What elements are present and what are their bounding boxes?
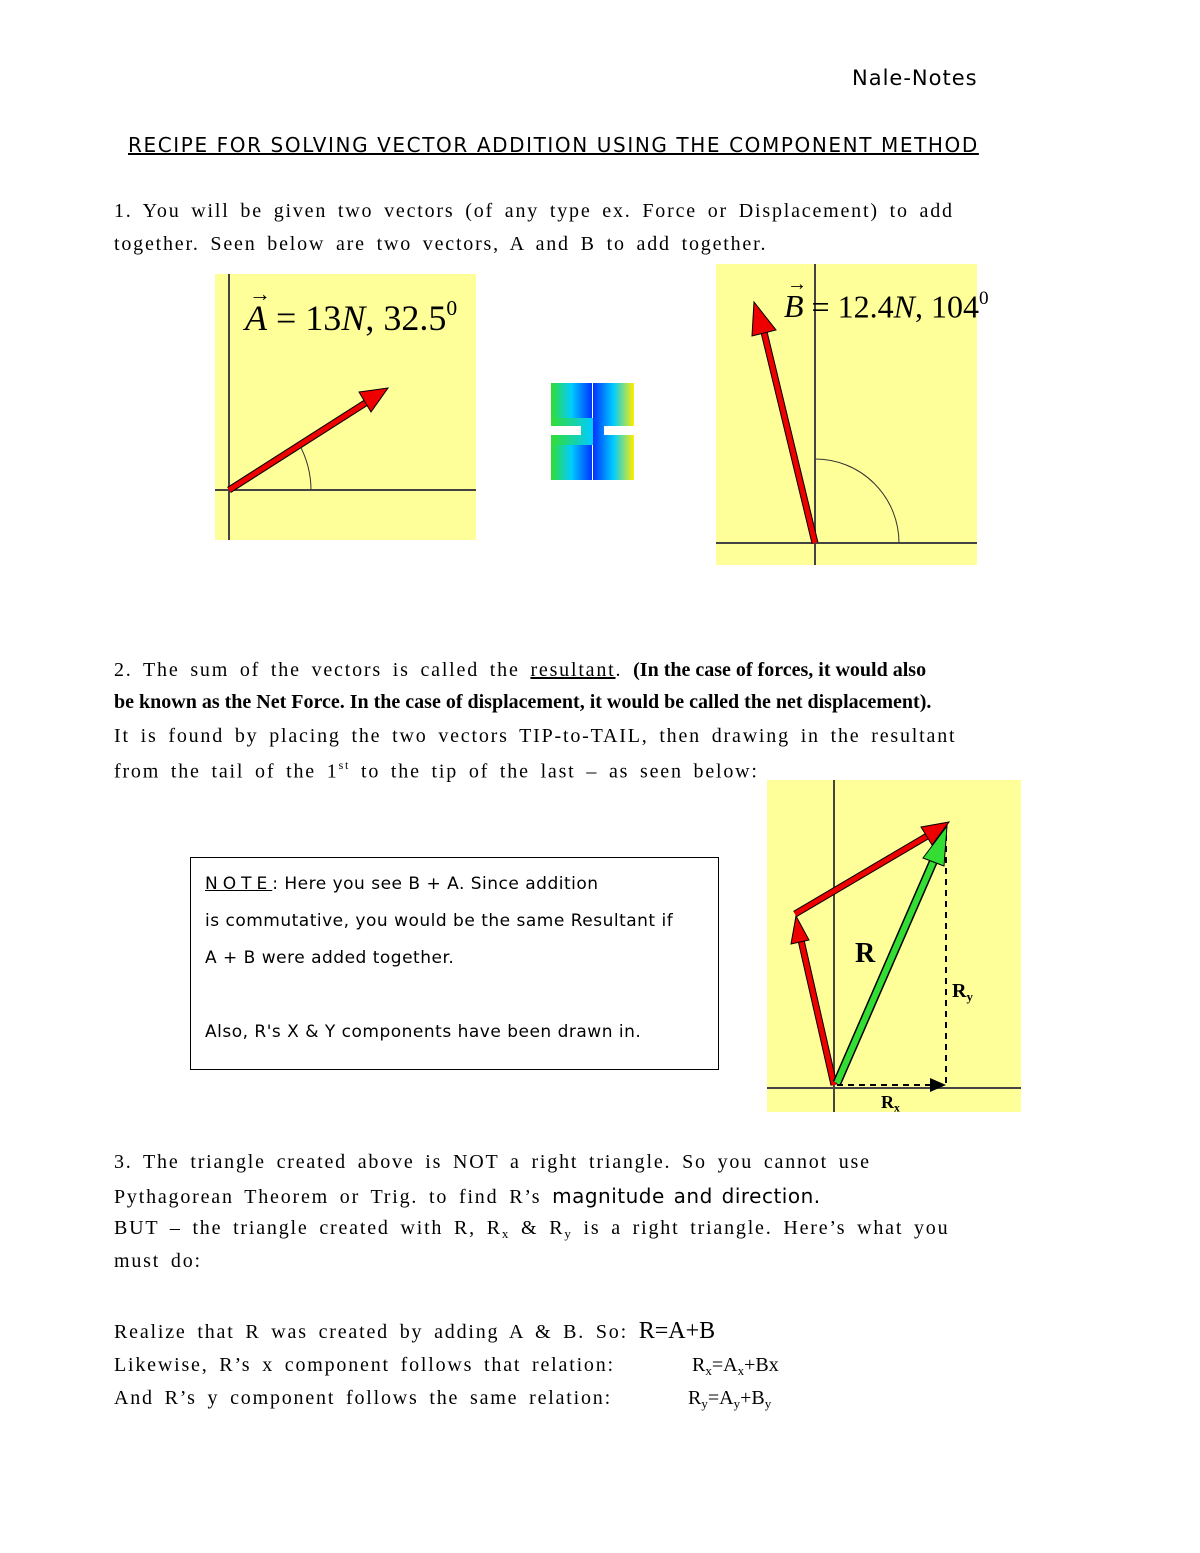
vector-b-head [752, 302, 776, 336]
step2-line4 [114, 758, 759, 783]
relation-ry-text: And R’s y component follows the same relation: [114, 1387, 612, 1409]
ry-eq-a: R [688, 1387, 702, 1409]
note-line1 [205, 874, 599, 894]
step2-line3: It is found by placing the two vectors TIP-to-TAIL, then drawing in the resultant [114, 725, 957, 747]
page-title: RECIPE FOR SOLVING VECTOR ADDITION USING THE COMPONENT METHOD [128, 133, 979, 157]
step2-text-b: . [615, 659, 634, 681]
note-line3: A + B were added together. [205, 948, 455, 968]
step3-line2-a: Pythagorean Theorem or Trig. to find R’s [114, 1186, 553, 1208]
resultant-shaft [837, 860, 934, 1083]
vector-a-shaft [229, 402, 367, 490]
vector-a-equation [245, 281, 458, 339]
relation-rx-text: Likewise, R’s x component follows that relation: [114, 1354, 615, 1376]
vector-b-angle: , 104 [914, 288, 979, 325]
relation-r-text: Realize that R was created by adding A & B. So: [114, 1321, 639, 1343]
step3-line3 [114, 1217, 949, 1242]
vector-arrow-icon: → [249, 281, 271, 307]
step3-line3-sub2: y [564, 1225, 573, 1241]
vector-a-eq: = 13 [276, 298, 342, 339]
rx-sub: x [894, 1101, 900, 1115]
step1-line1: 1. You will be given two vectors (of any type ex. Force or Displacement) to add [114, 200, 954, 222]
vector-b-head [791, 916, 809, 944]
ry-base: R [952, 980, 967, 1002]
relation-ry [114, 1387, 612, 1410]
ry-eq-bs: y [733, 1395, 741, 1411]
step2-bold-a: (In the case of forces, it would also [633, 659, 927, 681]
ry-eq-c: +B [740, 1387, 765, 1409]
vector-a-diagram [215, 274, 476, 540]
step3-line3-c: is a right triangle. Here’s what you [572, 1217, 950, 1239]
step1-line2: together. Seen below are two vectors, A and B to add together. [114, 233, 768, 255]
step3-line2 [114, 1184, 821, 1209]
vector-b-equation [784, 273, 989, 325]
header-brand: Nale-Notes [852, 66, 978, 90]
vector-a-letter: A [245, 298, 267, 339]
rx-eq-a: R [692, 1354, 706, 1376]
resultant-graph [767, 780, 1021, 1112]
vector-b-eq: = 12.4 [811, 288, 894, 325]
resultant-diagram [767, 780, 1021, 1115]
note-label: NOTE [205, 874, 273, 894]
vector-a-symbol [245, 281, 271, 339]
note-line4: Also, R's X & Y components have been drawn in. [205, 1022, 642, 1042]
step2-line4-sup: st [338, 758, 351, 772]
vector-b-letter: B [784, 288, 804, 325]
note-box [190, 857, 719, 1070]
relation-r [114, 1318, 715, 1345]
ry-eq-cs: y [764, 1395, 772, 1411]
resultant-label: R [855, 938, 876, 969]
ry-label [952, 980, 973, 1005]
step3-line3-b: & R [510, 1217, 565, 1239]
ry-sub: y [966, 988, 973, 1004]
step3-line1: 3. The triangle created above is NOT a right triangle. So you cannot use [114, 1151, 871, 1173]
step2-text-a: 2. The sum of the vectors is called the [114, 659, 531, 681]
step3-line3-sub1: x [501, 1225, 511, 1241]
rx-eq-bs: x [737, 1362, 745, 1378]
step3-line4: must do: [114, 1250, 202, 1272]
rx-arrowhead [930, 1078, 946, 1092]
relation-ry-eq [688, 1387, 771, 1412]
relation-rx-eq [692, 1354, 779, 1379]
vector-a-degree: 0 [446, 296, 458, 320]
vector-b-degree: 0 [978, 288, 989, 309]
vector-b-shaft [764, 332, 815, 543]
vector-b-symbol [784, 273, 807, 325]
plus-icon [551, 383, 634, 480]
relation-rx [114, 1354, 615, 1377]
resultant-term: resultant [530, 659, 616, 681]
vector-arrow-icon: → [787, 273, 807, 296]
rx-eq-b: =A [711, 1354, 738, 1376]
rx-label [881, 1092, 900, 1115]
ry-eq-as: y [701, 1395, 708, 1411]
vector-a-shaft [795, 835, 929, 914]
rx-eq-c: +Bx [744, 1354, 779, 1376]
step2-line4-b: to the tip of the last – as seen below: [350, 760, 759, 783]
angle-arc [815, 459, 899, 543]
step2-line4-a: from the tail of the 1 [114, 760, 339, 783]
rx-base: R [881, 1092, 894, 1112]
angle-arc [299, 444, 311, 490]
note-line1-rest: : Here you see B + A. Since addition [272, 874, 599, 894]
step3-line3-a: BUT – the triangle created with R, R [114, 1217, 502, 1239]
ry-eq-b: =A [707, 1387, 734, 1409]
plus-icon-graphic [551, 383, 634, 480]
note-line2: is commutative, you would be the same Resultant if [205, 911, 674, 931]
step2-line2: be known as the Net Force. In the case of displacement, it would be called the net displacement). [114, 691, 932, 713]
rx-eq-as: x [705, 1362, 712, 1378]
vector-b-diagram [716, 264, 989, 565]
vector-a-unit: N [341, 298, 366, 339]
relation-r-eq: R=A+B [638, 1318, 716, 1344]
vector-b-shaft [801, 940, 834, 1085]
vector-a-angle: , 32.5 [365, 298, 447, 339]
step2-line1 [114, 659, 926, 682]
step3-line2-b: magnitude and direction. [552, 1184, 821, 1208]
vector-b-unit: N [893, 288, 915, 325]
